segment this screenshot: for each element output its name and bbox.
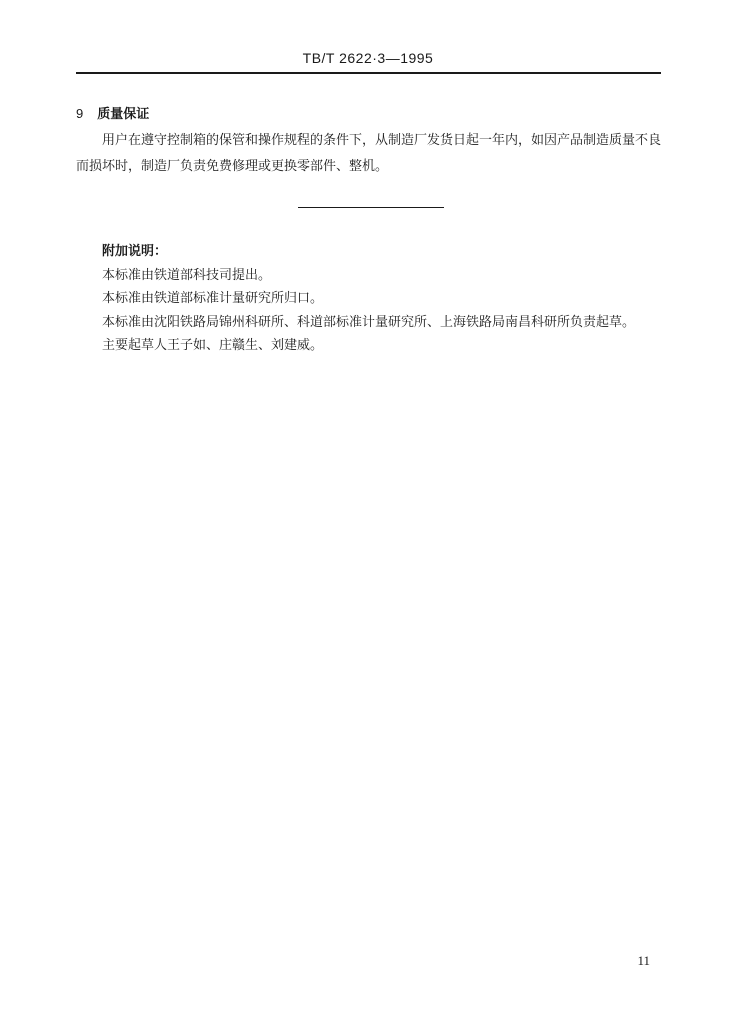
section-paragraph: 用户在遵守控制箱的保管和操作规程的条件下，从制造厂发货日起一年内，如因产品制造质量不良而损坏时，制造厂负责免费修理或更换零部件、整机。 <box>76 133 662 174</box>
section-separator <box>298 207 444 208</box>
additional-notes <box>76 240 661 358</box>
notes-line: 主要起草人王子如、庄赣生、刘建威。 <box>102 338 324 353</box>
section-title: 质量保证 <box>97 107 150 122</box>
notes-line: 本标准由铁道部科技司提出。 <box>102 267 272 283</box>
notes-title: 附加说明： <box>102 244 168 259</box>
section-number: 9 <box>76 106 84 121</box>
header-divider <box>76 72 661 74</box>
page-number: 11 <box>637 953 650 968</box>
notes-line: 本标准由沈阳铁路局锦州科研所、科道部标准计量研究所、上海铁路局南昌科研所负责起草。 <box>102 314 636 330</box>
standard-code-header: TB/T 2622·3—1995 <box>302 50 434 66</box>
notes-line: 本标准由铁道部标准计量研究所归口。 <box>102 291 324 306</box>
section-heading <box>76 103 149 122</box>
